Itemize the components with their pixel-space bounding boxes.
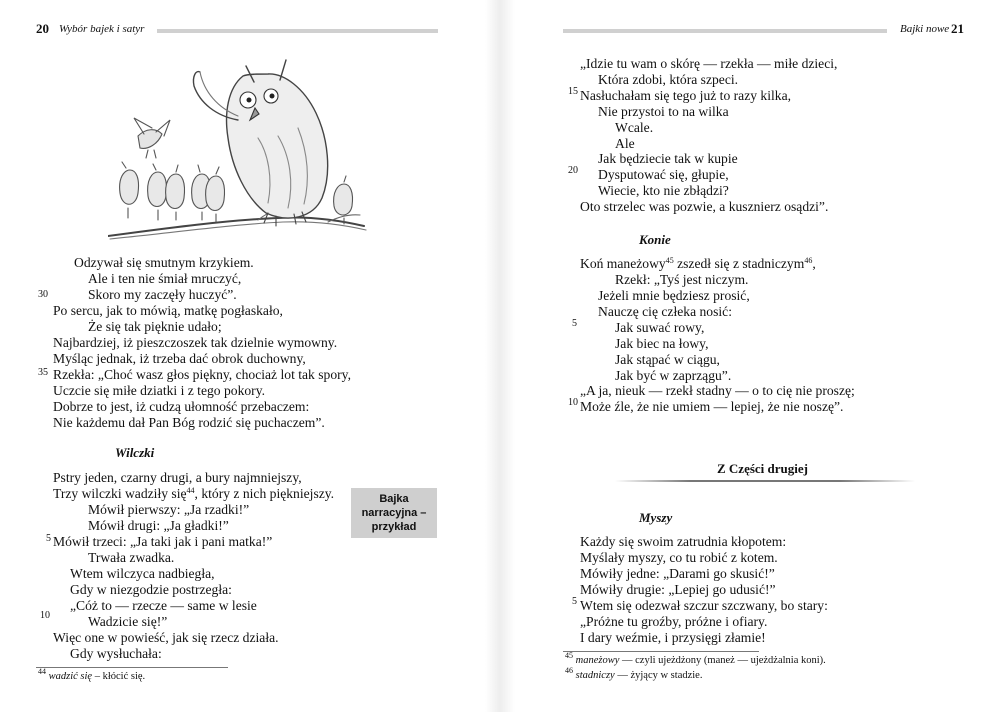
header-rule — [563, 29, 887, 33]
verse-line: Mówiły drugie: „Lepiej go udusić!” — [580, 582, 776, 597]
verse-line: Może źle, że nie umiem — lepiej, że nie noszę”. — [580, 399, 844, 414]
verse-line: Każdy się swoim zatrudnia kłopotem: — [580, 534, 787, 549]
page-number: 21 — [951, 21, 964, 36]
verse-line: Dobrze to jest, iż cudzą ułomność przebaczem: — [53, 399, 310, 414]
running-head: Bajki nowe — [900, 23, 950, 35]
poem-title: Myszy — [639, 510, 673, 525]
verse-line: Więc one w powieść, jak się rzecz działa. — [53, 630, 279, 645]
line-number: 10 — [40, 610, 50, 621]
poem-title: Wilczki — [115, 445, 155, 460]
verse-line: Nie przystoi to na wilka — [598, 104, 729, 119]
verse-line: Odzywał się smutnym krzykiem. — [74, 255, 254, 270]
footnote: $^{46}$ stadniczy — żyjący w stadzie. — [565, 666, 703, 681]
verse-line: Skoro my zaczęły huczyć”. — [88, 287, 237, 302]
verse-line: Wtem wilczyca nadbiegła, — [70, 566, 215, 581]
footnote-ref: 44 — [186, 486, 195, 495]
verse-line: Wiecie, kto nie zbłądzi? — [598, 183, 729, 198]
footnote-ref: 45 — [665, 256, 674, 265]
verse-line: Uczcie się miłe dziatki i z tego pokory. — [53, 383, 266, 398]
verse-line: Wadzicie się!” — [88, 614, 168, 629]
poem-title: Konie — [639, 232, 671, 247]
verse-line: Mówiły jedne: „Darami go skusić!” — [580, 566, 775, 581]
verse-line: Nasłuchałam się tego już to razy kilka, — [580, 88, 792, 103]
line-number: 10 — [568, 397, 578, 408]
verse-line: Jak będziecie tak w kupie — [598, 151, 738, 166]
verse-line: Pstry jeden, czarny drugi, a bury najmniejszy, — [53, 470, 302, 485]
verse-line: Mówił pierwszy: „Ja rzadki!” — [88, 502, 250, 517]
verse-line: Jak biec na łowy, — [615, 336, 709, 351]
footnote: $^{44}$ wadzić się – kłócić się. — [38, 667, 146, 682]
header-rule — [157, 29, 438, 33]
line-number: 5 — [46, 533, 51, 544]
verse-line: Nauczę cię człeka nosić: — [598, 304, 732, 319]
verse-line: Rzekł: „Tyś jest niczym. — [615, 272, 749, 287]
verse-line: Koń maneżowy$^{45}$ zszedł się z stadniczym$^{46}$, — [580, 256, 816, 271]
verse-line: I dary weźmie, i przysięgi złamie! — [580, 630, 766, 645]
footnote-rule — [36, 667, 228, 668]
line-number: 30 — [38, 289, 48, 300]
verse-line: Po sercu, jak to mówią, matkę pogłaskało, — [53, 303, 283, 318]
section-title: Z Części drugiej — [717, 461, 808, 476]
verse-line: „Cóż to — rzecze — same w lesie — [70, 598, 257, 613]
verse-line: Ale — [615, 136, 635, 151]
verse-line: Że się tak pięknie udało; — [88, 319, 222, 334]
verse-line: Jak stąpać w ciągu, — [615, 352, 720, 367]
right-page — [500, 0, 1000, 712]
verse-line: Oto strzelec was pozwie, a kusznierz osądzi”. — [580, 199, 829, 214]
line-number: 5 — [572, 596, 577, 607]
verse-line: Myśląc jednak, iż trzeba dać obrok duchowny, — [53, 351, 306, 366]
margin-note-box: Bajka narracyjna – przykład — [351, 488, 437, 538]
verse-line: „Próżne tu groźby, próżne i ofiary. — [580, 614, 768, 629]
verse-line: Jak być w zaprzągu”. — [615, 368, 732, 383]
verse-line: Trwała zwadka. — [88, 550, 175, 565]
line-number: 35 — [38, 367, 48, 378]
owl-illustration — [108, 58, 370, 243]
verse-line: Wcale. — [615, 120, 654, 135]
verse-line: „A ja, nieuk — rzekł stadny — o to cię nie proszę; — [580, 383, 855, 398]
verse-line: Trzy wilczki wadziły się$^{44}$, który z nich piękniejszy. — [53, 486, 335, 501]
verse-line: Ale i ten nie śmiał mruczyć, — [88, 271, 242, 286]
footnote-rule — [563, 651, 759, 652]
verse-line: Nie każdemu dał Pan Bóg rodzić się puchaczem”. — [53, 415, 325, 430]
footnote-ref: 46 — [804, 256, 813, 265]
footnote: $^{45}$ maneżowy — czyli ujeżdżony (maneż — ujeżdżalnia koni). — [565, 651, 826, 666]
section-rule — [615, 480, 915, 482]
verse-line: Która zdobi, która szpeci. — [598, 72, 739, 87]
line-number: 20 — [568, 165, 578, 176]
verse-line: Wtem się odezwał szczur szczwany, bo stary: — [580, 598, 828, 613]
verse-line: Mówił drugi: „Ja gładki!” — [88, 518, 229, 533]
verse-line: Mówił trzeci: „Ja taki jak i pani matka!” — [53, 534, 273, 549]
running-head: Wybór bajek i satyr — [59, 23, 145, 35]
verse-line: Jeżeli mnie będziesz prosić, — [598, 288, 750, 303]
line-number: 15 — [568, 86, 578, 97]
page-number: 20 — [36, 21, 49, 36]
verse-line: Myślały myszy, co tu robić z kotem. — [580, 550, 778, 565]
verse-line: Najbardziej, iż pieszczoszek tak dzielnie wymowny. — [53, 335, 338, 350]
verse-line: Rzekła: „Choć wasz głos piękny, chociaż lot tak spory, — [53, 367, 351, 382]
line-number: 5 — [572, 318, 577, 329]
verse-line: „Idzie tu wam o skórę — rzekła — miłe dzieci, — [580, 56, 838, 71]
verse-line: Gdy w niezgodzie postrzegła: — [70, 582, 232, 597]
verse-line: Dysputować się, głupie, — [598, 167, 729, 182]
verse-line: Jak suwać rowy, — [615, 320, 705, 335]
verse-line: Gdy wysłuchała: — [70, 646, 162, 661]
